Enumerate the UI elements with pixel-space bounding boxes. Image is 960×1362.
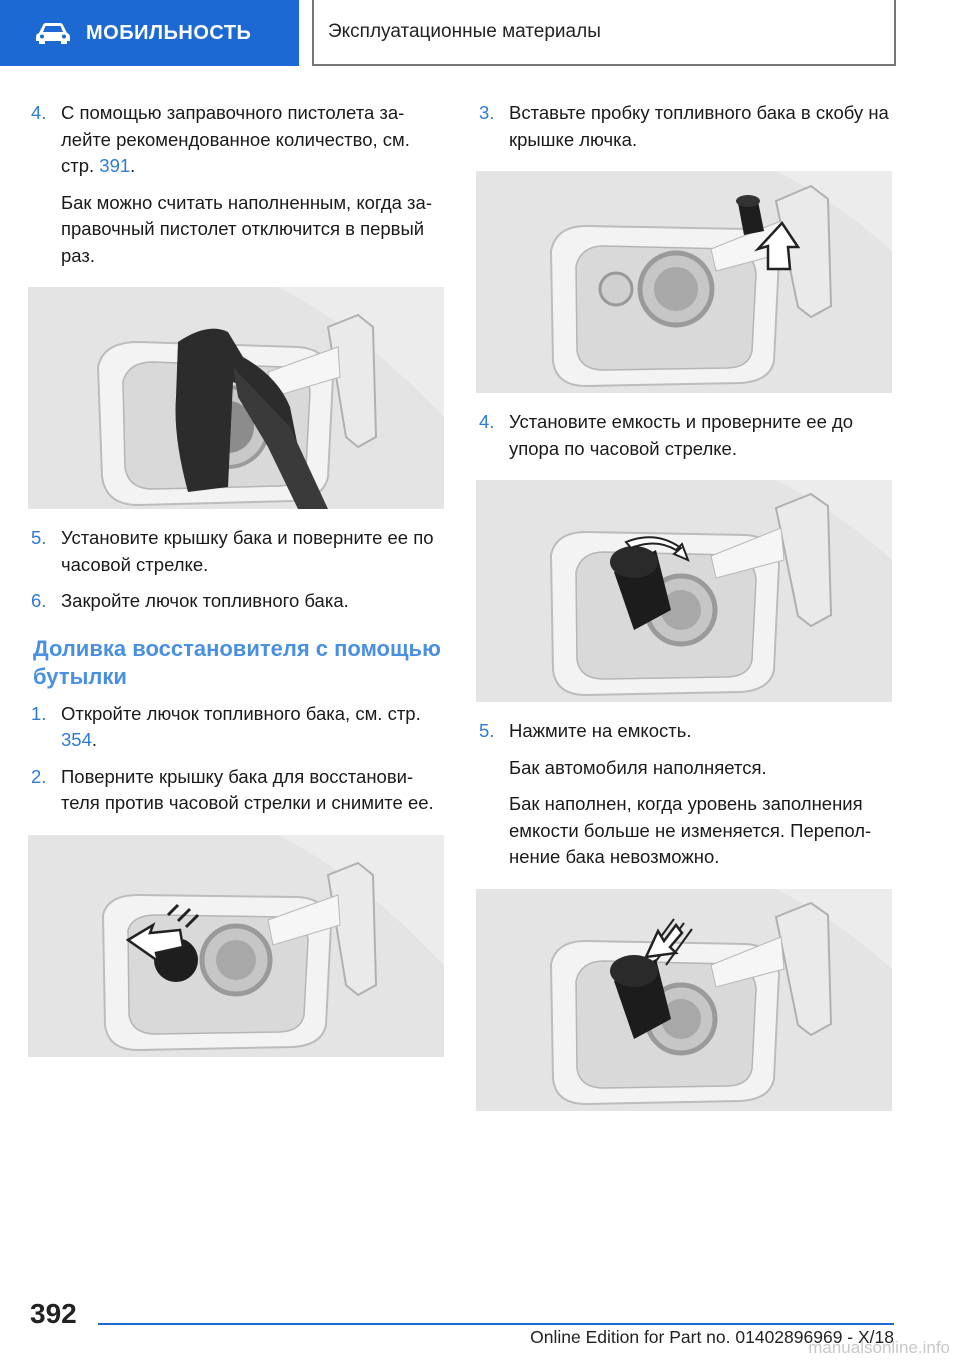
step-note: Бак наполнен, когда уровень заполнения емкости больше не изменяется. Перепол-нение бака невозможно. xyxy=(509,793,872,867)
illustration-press-bottle xyxy=(476,889,892,1111)
step-number: 4. xyxy=(479,411,495,432)
step-text: Нажмите на емкость. xyxy=(509,720,692,741)
right-column xyxy=(476,100,892,1127)
left-column xyxy=(28,100,444,1073)
page-link[interactable]: 354 xyxy=(61,729,92,750)
step-number: 3. xyxy=(479,102,495,123)
photo-press-bottle xyxy=(476,889,892,1111)
photo-refuel-nozzle xyxy=(28,287,444,509)
step-note: Бак автомобиля наполняется. xyxy=(509,756,767,778)
footer-divider xyxy=(98,1323,894,1325)
step-item xyxy=(476,718,892,871)
step-item xyxy=(476,409,892,462)
illustration-install-bottle xyxy=(476,480,892,702)
step-text: Поверните крышку бака для восстанови-теля против часовой стрелки и снимите ее. xyxy=(61,765,434,813)
watermark: manualsonline.info xyxy=(808,1338,950,1357)
page-header xyxy=(0,0,960,66)
step-item xyxy=(28,701,444,754)
step-number: 4. xyxy=(31,102,47,123)
step-item xyxy=(28,100,444,269)
step-text: Вставьте пробку топливного бака в скобу на крышке лючка. xyxy=(509,102,889,150)
edition-info: Online Edition for Part no. 01402896969 - X/18 xyxy=(530,1327,894,1347)
section-tab[interactable] xyxy=(0,0,299,66)
step-number: 5. xyxy=(479,720,495,741)
page-link[interactable]: 391 xyxy=(99,155,131,176)
step-text: Установите крышку бака и поверните ее по часовой стрелке. xyxy=(61,527,434,575)
step-text: С помощью заправочного пистолета за-лейте рекомендованное количество, см. стр. 391. xyxy=(61,102,410,176)
step-item xyxy=(28,764,444,817)
step-item xyxy=(28,525,444,578)
illustration-nozzle xyxy=(28,287,444,509)
photo-remove-cap xyxy=(28,835,444,1057)
step-text: Откройте лючок топливного бака, см. стр. 354. xyxy=(61,702,421,750)
step-number: 5. xyxy=(31,527,47,548)
illustration-insert-cap xyxy=(476,171,892,393)
step-item xyxy=(28,588,444,615)
step-text: Закройте лючок топливного бака. xyxy=(61,590,349,611)
step-text: Установите емкость и проверните ее до упора по часовой стрелке. xyxy=(509,411,854,459)
step-number: 1. xyxy=(31,702,47,724)
step-note: Бак можно считать наполненным, когда за-правочный пистолет отключится в первый раз. xyxy=(61,191,432,266)
chapter-title: Эксплуатационные материалы xyxy=(312,0,896,66)
car-icon xyxy=(34,21,72,45)
illustration-remove-cap xyxy=(28,835,444,1057)
step-item xyxy=(476,100,892,153)
page-number: 392 xyxy=(30,1298,77,1329)
step-number: 6. xyxy=(31,590,47,611)
step-number: 2. xyxy=(31,765,47,787)
section-heading: Доливка восстановителя с помощью бутылки xyxy=(33,635,441,689)
section-label: МОБИЛЬНОСТЬ xyxy=(86,21,252,44)
photo-insert-cap xyxy=(476,171,892,393)
photo-install-bottle xyxy=(476,480,892,702)
